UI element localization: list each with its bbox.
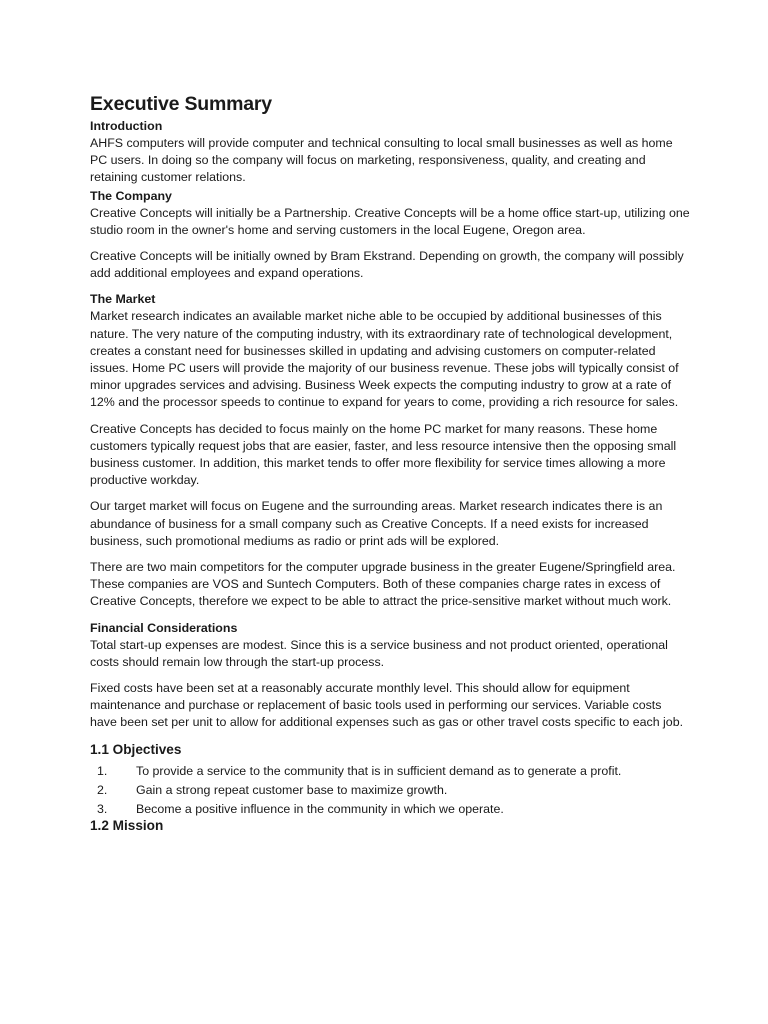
- mission-heading: 1.2 Mission: [90, 817, 164, 833]
- company-paragraph-1: Creative Concepts will initially be a Partnership. Creative Concepts will be a home office start-up, utilizing one studio room in the owner's home and serving customers in the local Eugene, Oregon area.: [90, 205, 690, 237]
- list-item: [90, 762, 690, 781]
- list-item-text: To provide a service to the community that is in sufficient demand as to generate a profit.: [136, 763, 622, 778]
- list-item-text: Gain a strong repeat customer base to maximize growth.: [136, 782, 448, 797]
- objectives-heading: 1.1 Objectives: [90, 741, 182, 757]
- list-item-text: Become a positive influence in the community in which we operate.: [136, 801, 504, 816]
- financial-heading: Financial Considerations: [90, 620, 238, 635]
- financial-paragraph-1: Total start-up expenses are modest. Since this is a service business and not product oriented, operational costs should remain low through the start-up process.: [90, 637, 668, 669]
- financial-paragraph-2: Fixed costs have been set at a reasonably accurate monthly level. This should allow for equipment maintenance and purchase or replacement of basic tools used in performing our services. Variable costs have been set per unit to allow for additional expenses such as gas or other travel costs specific to each job.: [90, 681, 684, 730]
- list-item-number: 2.: [97, 782, 108, 797]
- market-paragraph-3: Our target market will focus on Eugene and the surrounding areas. Market research indicates there is an abundance of business for a small company such as Creative Concepts. If a need exists for increased business, such promotional mediums as radio or print ads will be explored.: [90, 499, 663, 548]
- market-paragraph-2: Creative Concepts has decided to focus mainly on the home PC market for many reasons. These home customers typically request jobs that are easier, faster, and less resource intensive then the opposing small business customer. In addition, this market tends to offer more flexibility for service times allowing a more productive workday.: [90, 421, 677, 488]
- list-item-number: 1.: [97, 763, 108, 778]
- list-item: [90, 781, 690, 800]
- company-paragraph-2: Creative Concepts will be initially owned by Bram Ekstrand. Depending on growth, the company will possibly add additional employees and expand operations.: [90, 249, 684, 281]
- introduction-paragraph: AHFS computers will provide computer and technical consulting to local small businesses as well as home PC users. In doing so the company will focus on marketing, responsiveness, quality, and creating and retaining customer relations.: [90, 136, 673, 185]
- market-heading: The Market: [90, 292, 156, 307]
- introduction-heading: Introduction: [90, 119, 163, 133]
- market-paragraph-1: Market research indicates an available market niche able to be occupied by additional businesses of this nature. The very nature of the computing industry, with its extraordinary rate of technological development, creates a constant need for businesses skilled in updating and advising customers on computer-related issues. Home PC users will provide the majority of our business revenue. These jobs will typically consist of minor upgrades services and advising. Business Week expects the computing industry to grow at a rate of 12% and the processor speeds to continue to expand for years to come, providing a rich resource for sales.: [90, 309, 679, 410]
- company-heading: The Company: [90, 188, 172, 203]
- list-item-number: 3.: [97, 801, 108, 816]
- objectives-list: [90, 762, 690, 819]
- document-page: [90, 91, 690, 835]
- document-title: Executive Summary: [90, 93, 272, 115]
- market-paragraph-4: There are two main competitors for the computer upgrade business in the greater Eugene/Springfield area. These companies are VOS and Suntech Computers. Both of these companies charge rates in excess of Creative Concepts, therefore we expect to be able to attract the price-sensitive market without much work.: [90, 560, 676, 609]
